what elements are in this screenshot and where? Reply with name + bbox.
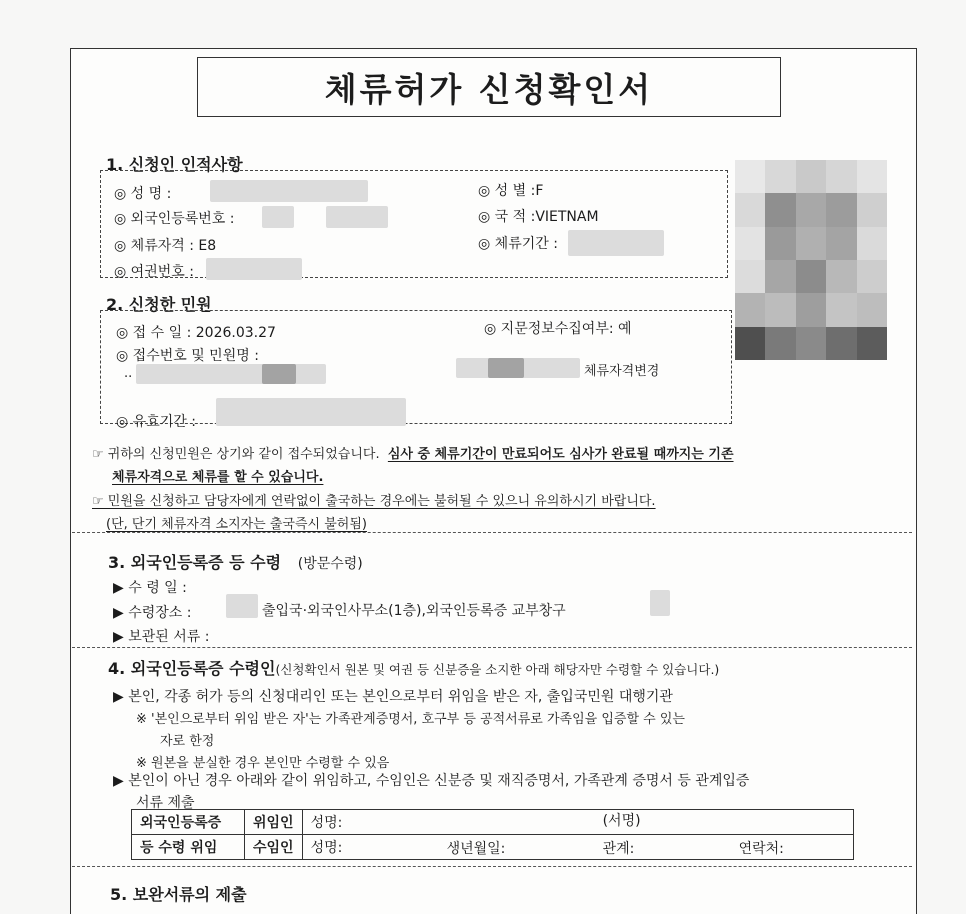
divider-2 bbox=[72, 647, 912, 648]
section3-heading: 3. 외국인등록증 등 수령 (방문수령) bbox=[108, 553, 363, 572]
divider-1 bbox=[72, 532, 912, 533]
service-name: 체류자격변경 bbox=[584, 364, 660, 379]
contact-label: 연락처: bbox=[738, 841, 784, 857]
name-redacted bbox=[210, 180, 368, 202]
period-redacted bbox=[568, 230, 664, 256]
recipient-note-1: ※ '본인으로부터 위임 받은 자'는 가족관계증명서, 호구부 등 공적서류로 가족임을 입증할 수 있는 bbox=[136, 712, 685, 727]
delegatee-label: 수임인 bbox=[245, 835, 303, 860]
reg-no-redacted-2 bbox=[326, 206, 388, 228]
nationality-label: ◎ 국 적 :VIETNAM bbox=[478, 209, 599, 225]
reg-no-redacted-1 bbox=[262, 206, 294, 228]
notice-line-1: ☞ 귀하의 신청민원은 상기와 같이 접수되었습니다. 심사 중 체류기간이 만료되어도 심사가 완료될 때까지는 기존 bbox=[92, 447, 734, 462]
collect-place-label: ▶ 수령장소 : bbox=[113, 605, 192, 621]
page-title: 체류허가 신청확인서 bbox=[324, 69, 654, 109]
valid-period-redacted bbox=[216, 398, 406, 426]
receipt-number-label: ◎ 접수번호 및 민원명 : bbox=[116, 348, 259, 364]
delegator-row bbox=[302, 810, 853, 835]
fingerprint-label: ◎ 지문정보수집여부: 예 bbox=[484, 321, 632, 337]
recipient-item-2: ▶ 본인이 아닌 경우 아래와 같이 위임하고, 수임인은 신분증 및 재직증명서, 가족관계 증명서 등 관계입증 bbox=[113, 773, 750, 789]
reg-no-label: ◎ 외국인등록번호 : bbox=[114, 211, 235, 227]
passport-label: ◎ 여권번호 : bbox=[114, 264, 194, 280]
signature-label: (서명) bbox=[602, 813, 641, 829]
receipt-date-label: ◎ 접 수 일 : 2026.03.27 bbox=[116, 325, 276, 341]
period-label: ◎ 체류기간 : bbox=[478, 236, 558, 252]
proxy-header-2: 등 수령 위임 bbox=[132, 835, 245, 860]
relation-label: 관계: bbox=[602, 841, 635, 857]
recipient-note-3: ※ 원본을 분실한 경우 본인만 수령할 수 있음 bbox=[136, 756, 390, 771]
receipt-prefix: .. bbox=[124, 366, 133, 381]
valid-period-label: ◎ 유효기간 : bbox=[116, 414, 196, 430]
section2-heading: 2. 신청한 민원 bbox=[106, 295, 212, 314]
receipt-number-redacted-dark bbox=[262, 364, 296, 384]
divider-3 bbox=[72, 866, 912, 867]
section4-heading: 4. 외국인등록증 수령인(신청확인서 원본 및 여권 등 신분증을 소지한 아래 해당자만 수령할 수 있습니다.) bbox=[108, 659, 720, 678]
delegator-name-label: 성명: bbox=[310, 815, 343, 831]
delegator-label: 위임인 bbox=[245, 810, 303, 835]
service-redacted-dark bbox=[488, 358, 524, 378]
delegatee-name-label: 성명: bbox=[310, 840, 343, 856]
proxy-table bbox=[131, 809, 854, 860]
notice-line-2: 체류자격으로 체류를 할 수 있습니다. bbox=[112, 470, 324, 485]
delegatee-row bbox=[302, 835, 853, 860]
office-redacted bbox=[226, 594, 258, 618]
recipient-item-2-cont: 서류 제출 bbox=[136, 795, 195, 811]
name-label: ◎ 성 명 : bbox=[114, 186, 172, 202]
collect-place-value: 출입국·외국인사무소(1층),외국인등록증 교부창구 bbox=[262, 603, 566, 619]
recipient-note-2: 자로 한정 bbox=[160, 734, 215, 749]
title-box bbox=[197, 57, 781, 117]
status-label: ◎ 체류자격 : E8 bbox=[114, 238, 217, 254]
applicant-photo bbox=[735, 160, 887, 360]
recipient-item-1: ▶ 본인, 각종 허가 등의 신청대리인 또는 본인으로부터 위임을 받은 자, 출입국민원 대행기관 bbox=[113, 689, 673, 705]
passport-redacted bbox=[206, 258, 302, 280]
stored-docs-label: ▶ 보관된 서류 : bbox=[113, 629, 210, 645]
birth-label: 생년월일: bbox=[446, 841, 506, 857]
notice-line-4: (단, 단기 체류자격 소지자는 출국즉시 불허됨) bbox=[106, 517, 367, 532]
notice-line-3: ☞ 민원을 신청하고 담당자에게 연락없이 출국하는 경우에는 불허될 수 있으니 유의하시기 바랍니다. bbox=[92, 494, 656, 509]
section5-heading: 5. 보완서류의 제출 bbox=[110, 885, 247, 904]
sex-label: ◎ 성 별 :F bbox=[478, 183, 544, 199]
window-redacted bbox=[650, 590, 670, 616]
proxy-header-1: 외국인등록증 bbox=[132, 810, 245, 835]
collect-date-label: ▶ 수 령 일 : bbox=[113, 580, 187, 596]
receipt-number-redacted bbox=[136, 364, 326, 384]
section1-heading: 1. 신청인 인적사항 bbox=[106, 155, 243, 174]
